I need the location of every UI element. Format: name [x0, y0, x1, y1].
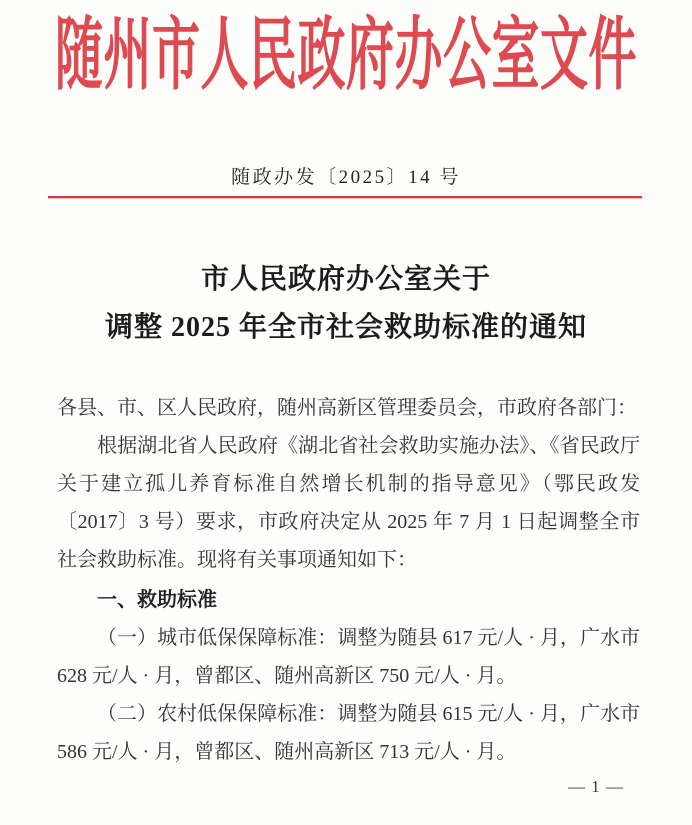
body-paragraph-urban-standard: （一）城市低保保障标准：调整为随县 617 元/人 · 月，广水市 628 元/人 · 月，曾都区、随州高新区 750 元/人 · 月。	[57, 627, 640, 687]
page-number: — 1 —	[568, 777, 624, 796]
agency-banner-title: 随州市人民政府办公室文件	[54, 12, 637, 101]
salutation-line: 各县、市、区人民政府，随州高新区管理委员会，市政府各部门：	[57, 397, 637, 419]
document-body	[57, 389, 640, 771]
document-title-line-1: 市人民政府办公室关于	[200, 264, 491, 295]
document-number: 随政办发〔2025〕14 号	[231, 167, 461, 188]
body-paragraph-basis: 根据湖北省人民政府《湖北省社会救助实施办法》、《省民政厅关于建立孤儿养育标准自然增长机制的指导意见》（鄂民政发〔2017〕3 号）要求，市政府决定从 2025 年 7 月 1 日起调整全市社会救助标准。现将有关事项通知如下：	[57, 435, 640, 571]
body-paragraph-rural-standard: （二）农村低保保障标准：调整为随县 615 元/人 · 月，广水市 586 元/人 · 月，曾都区、随州高新区 713 元/人 · 月。	[57, 703, 640, 763]
document-title-line-2: 调整 2025 年全市社会救助标准的通知	[104, 312, 587, 343]
document-title	[0, 256, 692, 352]
red-divider-line	[48, 196, 642, 199]
section-heading-assistance-standards: 一、救助标准	[97, 589, 217, 611]
